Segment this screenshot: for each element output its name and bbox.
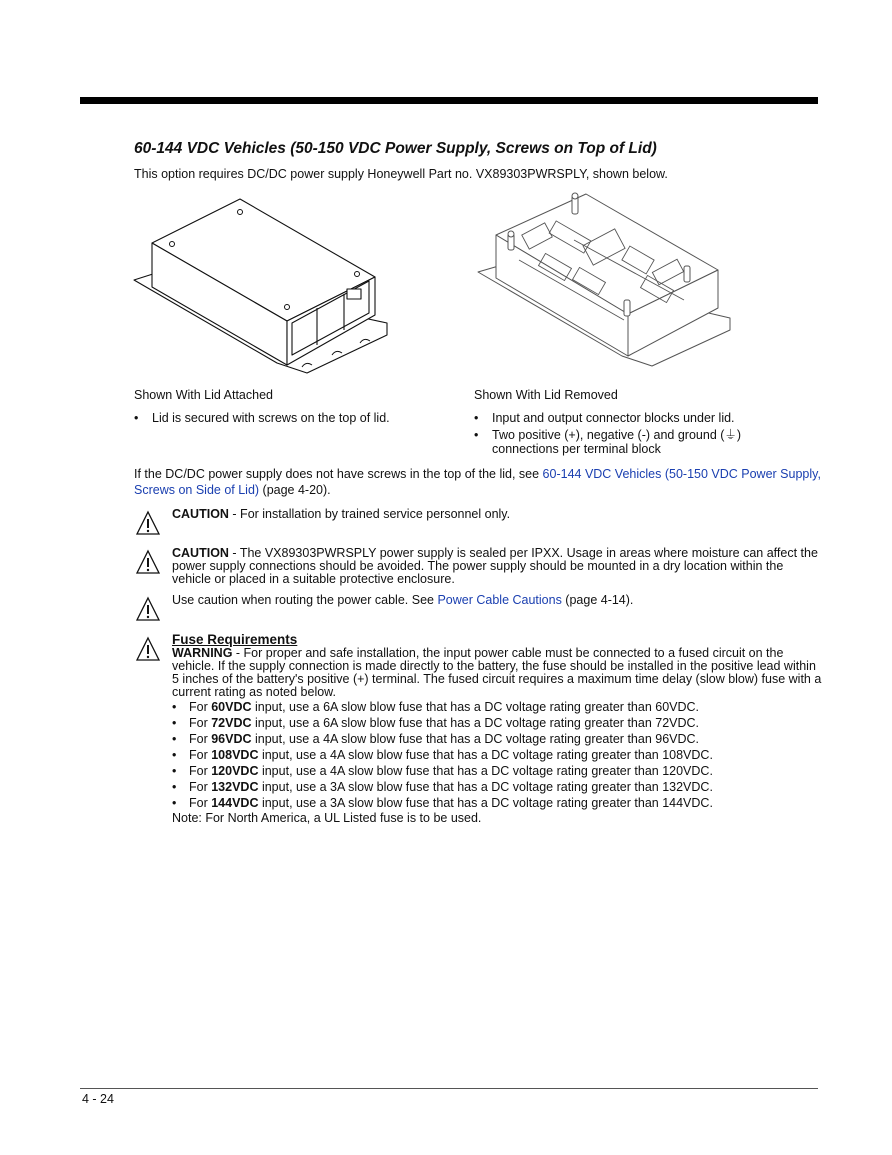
list-item: • For 144VDC input, use a 3A slow blow fuse that has a DC voltage rating greater than 144VDC. [172, 796, 713, 810]
power-cable-cautions-link[interactable]: Power Cable Cautions [437, 593, 562, 607]
page-number: 4 - 24 [82, 1092, 114, 1106]
power-supply-lid-attached-image [132, 195, 394, 375]
list-item: • For 60VDC input, use a 6A slow blow fuse that has a DC voltage rating greater than 60VDC. [172, 700, 700, 714]
fuse-list [172, 699, 713, 811]
fuse-note: Note: For North America, a UL Listed fuse is to be used. [172, 811, 482, 825]
section-heading: 60-144 VDC Vehicles (50-150 VDC Power Supply, Screws on Top of Lid) [134, 140, 657, 157]
list-item: • For 72VDC input, use a 6A slow blow fuse that has a DC voltage rating greater than 72VDC. [172, 716, 700, 730]
footer-rule [80, 1088, 818, 1089]
list-item: • For 96VDC input, use a 4A slow blow fuse that has a DC voltage rating greater than 96VDC. [172, 732, 700, 746]
power-supply-lid-removed-image [474, 190, 736, 370]
reference-paragraph: If the DC/DC power supply does not have screws in the top of the lid, see 60-144 VDC Vehicles (50-150 VDC Power Supply, Screws on Side of Lid) (page 4-20). [134, 467, 821, 497]
list-item: • For 132VDC input, use a 3A slow blow fuse that has a DC voltage rating greater than 132VDC. [172, 780, 713, 794]
warning-triangle-icon [135, 510, 161, 536]
warning-triangle-icon [135, 596, 161, 622]
caution-installation: CAUTION - For installation by trained service personnel only. [172, 507, 511, 521]
list-item: • For 120VDC input, use a 4A slow blow fuse that has a DC voltage rating greater than 120VDC. [172, 764, 713, 778]
fuse-warning: WARNING - For proper and safe installation, the input power cable must be connected to a fused circuit on the vehicle. If the supply connection is made directly to the battery, the fuse should be installed in the positive lead within 5 inches of the battery's positive (+) terminal. The fused circuit requires a maximum time delay (slow blow) fuse with a current rating as noted below. [172, 646, 822, 699]
intro-text: This option requires DC/DC power supply Honeywell Part no. VX89303PWRSPLY, shown below. [134, 167, 668, 181]
caution-moisture: CAUTION - The VX89303PWRSPLY power supply is sealed per IPXX. Usage in areas where moisture can affect the power supply connections should be avoided. The power supply should be mounted in a dry location within the vehicle or placed in a suitable protective enclosure. [172, 546, 818, 586]
list-item: • For 108VDC input, use a 4A slow blow fuse that has a DC voltage rating greater than 108VDC. [172, 748, 713, 762]
screws-on-side-link[interactable]: 60-144 VDC Vehicles (50-150 VDC Power Supply, Screws on Side of Lid) [134, 467, 821, 497]
caption-lid-removed: Shown With Lid Removed [474, 388, 618, 402]
header-rule [80, 97, 818, 104]
fuse-requirements-title: Fuse Requirements [172, 632, 298, 647]
caution-power-cable: Use caution when routing the power cable. See Power Cable Cautions (page 4-14). [172, 593, 634, 607]
warning-triangle-icon [135, 549, 161, 575]
caption-lid-attached: Shown With Lid Attached [134, 388, 273, 402]
warning-triangle-icon [135, 636, 161, 662]
